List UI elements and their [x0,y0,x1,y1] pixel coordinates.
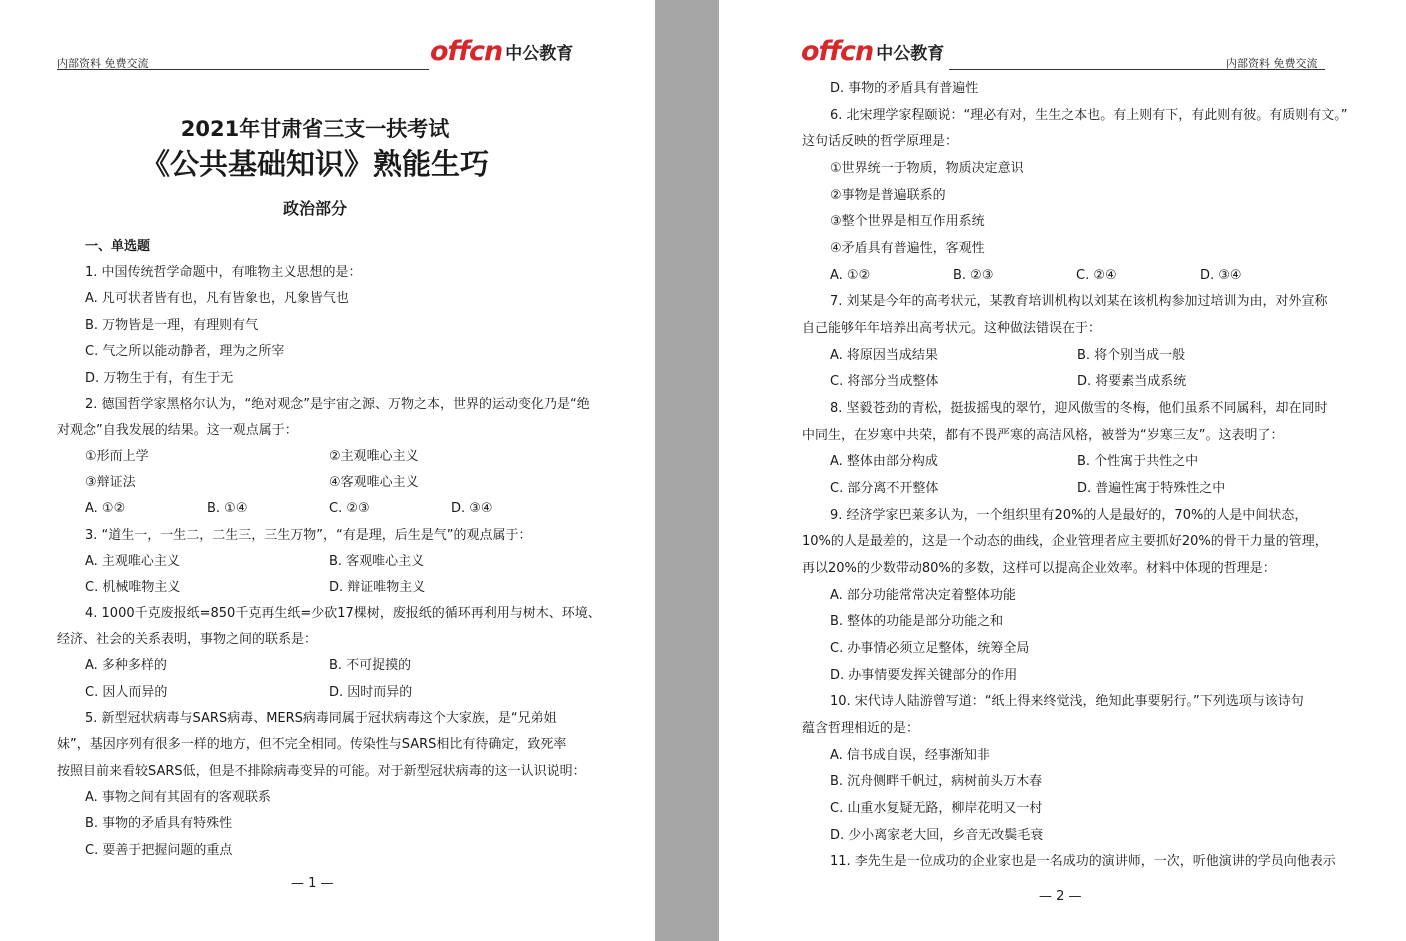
answer-option: A. 将原因当成结果 [830,348,938,363]
logo-wordmark: offcn [801,36,874,67]
question-text: 5. 新型冠状病毒与SARS病毒、MERS病毒同属于冠状病毒这个大家族，是“兄弟姐 [85,711,557,726]
question-text: 4. 1000千克废报纸=850千克再生纸=少砍17棵树，废报纸的循环再利用与树木、环境、 [85,606,601,621]
statement-item: ③整个世界是相互作用系统 [830,214,985,229]
page-number: — 2 — [1039,889,1082,904]
answer-option: B. 客观唯心主义 [329,554,425,569]
statement-item: ③辩证法 [85,475,136,490]
question-text: 10%的人是最差的，这是一个动态的曲线，企业管理者应主要抓好20%的骨干力量的管理， [802,534,1328,549]
question-text: 3. “道生一，一生二，二生三，三生万物”，“有是理，后生是气”的观点属于： [85,528,532,543]
section-heading: 一、单选题 [85,239,151,254]
answer-option: B. ①④ [207,501,248,516]
doc-section-title: 政治部分 [282,199,347,218]
answer-option: D. 因时而异的 [329,685,413,700]
answer-option: C. 因人而异的 [85,685,168,700]
answer-option: C. 部分离不开整体 [830,481,939,496]
question-text: 8. 坚毅苍劲的青松，挺拔摇曳的翠竹，迎风傲雪的冬梅，他们虽系不同属科，却在同时 [830,401,1328,416]
logo-wordmark: offcn [430,36,503,67]
answer-option: D. ③④ [451,501,493,516]
statement-item: ②事物是普遍联系的 [830,188,946,203]
question-text: 2. 德国哲学家黑格尔认为，“绝对观念”是宇宙之源、万物之本，世界的运动变化乃是“绝 [85,397,590,412]
statement-item: ④客观唯心主义 [329,475,419,490]
answer-option: D. 事物的矛盾具有普遍性 [830,81,979,96]
answer-option: D. ③④ [1200,268,1242,283]
answer-option: A. 信书成自误，经事渐知非 [830,748,990,763]
document-page-1 [0,0,655,941]
statement-item: ②主观唯心主义 [329,449,419,464]
answer-option: A. ①② [85,501,126,516]
answer-option: A. 主观唯心主义 [85,554,180,569]
statement-item: ①形而上学 [85,449,149,464]
header-tag: 内部资料 免费交流 [1226,57,1318,70]
question-text: 11. 李先生是一位成功的企业家也是一名成功的演讲师，一次，听他演讲的学员向他表示 [830,854,1336,869]
answer-option: D. 万物生于有，有生于无 [85,371,234,386]
question-text: 这句话反映的哲学原理是： [802,134,959,149]
logo-chinese: 中公教育 [876,44,945,64]
answer-option: C. 气之所以能动静者，理为之所宰 [85,344,285,359]
doc-title-main: 《公共基础知识》熟能生巧 [140,147,489,181]
question-text: 自己能够年年培养出高考状元。这种做法错误在于： [802,321,1102,336]
question-text: 经济、社会的关系表明，事物之间的联系是： [57,632,318,647]
question-text: 妹”，基因序列有很多一样的地方，但不完全相同。传染性与SARS相比有待确定，致死率 [57,737,567,752]
answer-option: D. 将要素当成系统 [1077,374,1187,389]
answer-option: C. ②④ [1076,268,1117,283]
answer-option: A. 事物之间有其固有的客观联系 [85,790,271,805]
answer-option: B. 个性寓于共性之中 [1077,454,1199,469]
answer-option: C. 机械唯物主义 [85,580,181,595]
statement-item: ①世界统一于物质，物质决定意识 [830,161,1024,176]
answer-option: D. 少小离家老大回，乡音无改鬓毛衰 [830,828,1044,843]
document-page-2 [719,0,1406,941]
answer-option: A. 多种多样的 [85,658,167,673]
answer-option: D. 辩证唯物主义 [329,580,426,595]
question-text: 9. 经济学家巴莱多认为，一个组织里有20%的人是最好的，70%的人是中间状态， [830,508,1308,523]
answer-option: C. ②③ [329,501,370,516]
answer-option: B. 整体的功能是部分功能之和 [830,614,1004,629]
question-text: 再以20%的少数带动80%的多数，这样可以提高企业效率。材料中体现的哲理是： [802,561,1276,576]
question-text: 1. 中国传统哲学命题中，有唯物主义思想的是： [85,265,362,280]
answer-option: B. 事物的矛盾具有特殊性 [85,816,233,831]
question-text: 6. 北宋理学家程颐说：“理必有对，生生之本也。有上则有下，有此则有彼。有质则有文。” [830,108,1348,123]
offcn-logo [801,38,944,65]
answer-option: C. 山重水复疑无路，柳岸花明又一村 [830,801,1043,816]
offcn-logo [430,38,573,65]
question-text: 对观念”自我发展的结果。这一观点属于： [57,423,298,438]
answer-option: D. 办事情要发挥关键部分的作用 [830,668,1018,683]
answer-option: A. ①② [830,268,871,283]
answer-option: A. 部分功能常常决定着整体功能 [830,588,1016,603]
header-rule [57,69,429,70]
answer-option: C. 要善于把握问题的重点 [85,843,233,858]
answer-option: B. 沉舟侧畔千帆过，病树前头万木春 [830,774,1043,789]
statement-item: ④矛盾具有普遍性，客观性 [830,241,985,256]
answer-option: C. 将部分当成整体 [830,374,939,389]
question-text: 按照目前来看较SARS低，但是不排除病毒变异的可能。对于新型冠状病毒的这一认识说明： [57,764,586,779]
question-text: 7. 刘某是今年的高考状元，某教育培训机构以刘某在该机构参加过培训为由，对外宣称 [830,294,1328,309]
answer-option: A. 凡可状者皆有也，凡有皆象也，凡象皆气也 [85,291,349,306]
page-gutter [655,0,719,941]
logo-chinese: 中公教育 [505,44,574,64]
question-text: 中同生，在岁寒中共荣，都有不畏严寒的高洁风格，被誉为“岁寒三友”。这表明了： [802,428,1284,443]
page-number: — 1 — [291,876,334,891]
doc-title-year: 2021年甘肃省三支一扶考试 [180,117,450,141]
question-text: 10. 宋代诗人陆游曾写道：“纸上得来终觉浅，绝知此事要躬行。”下列选项与该诗句 [830,694,1304,709]
answer-option: B. 将个别当成一般 [1077,348,1186,363]
question-text: 蕴含哲理相近的是： [802,721,920,736]
answer-option: A. 整体由部分构成 [830,454,938,469]
header-tag: 内部资料 免费交流 [57,57,149,70]
answer-option: C. 办事情必须立足整体，统筹全局 [830,641,1030,656]
answer-option: B. 不可捉摸的 [329,658,412,673]
answer-option: D. 普遍性寓于特殊性之中 [1077,481,1226,496]
answer-option: B. 万物皆是一理，有理则有气 [85,318,259,333]
answer-option: B. ②③ [953,268,994,283]
